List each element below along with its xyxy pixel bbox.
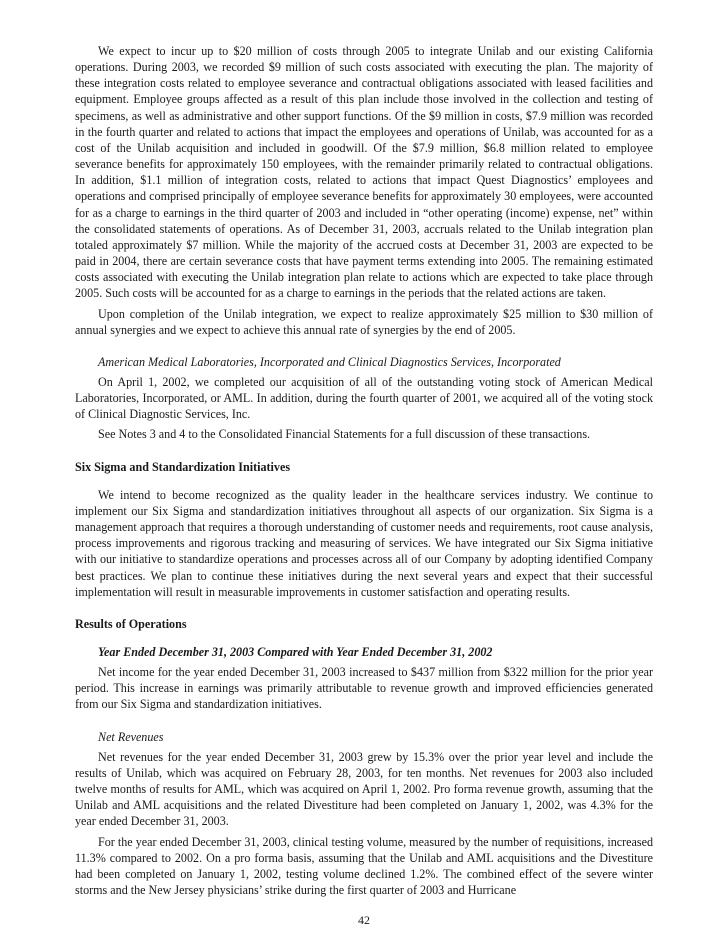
heading-six-sigma: Six Sigma and Standardization Initiatives — [75, 459, 291, 474]
subheading-aml: American Medical Laboratories, Incorporated and Clinical Diagnostics Services, Incorporated — [98, 354, 561, 369]
page-number: 42 — [358, 913, 370, 927]
paragraph-testing-volume: For the year ended December 31, 2003, clinical testing volume, measured by the number of requisitions, increased 11.3% compared to 2002. On a pro forma basis, assuming that the Unilab and AML acquisitions and the Divestiture had been completed on January 1, 2002, testing volume declined 1.2%. The combined effect of the severe winter storms and the New Jersey physicians’ strike during the first quarter of 2003 and Hurricane — [75, 834, 653, 898]
paragraph-net-revenues: Net revenues for the year ended December 31, 2003 grew by 15.3% over the prior year level and include the results of Unilab, which was acquired on February 28, 2003, for ten months. Net revenues for 2003 also included twelve months of results for AML, which was acquired on April 1, 2002. Pro forma revenue growth, assuming that the Unilab and AML acquisitions and the related Divestiture had been completed on January 1, 2002, was 4.3% for the year ended December 31, 2003. — [75, 749, 653, 829]
paragraph-integration-costs: We expect to incur up to $20 million of costs through 2005 to integrate Unilab and our existing California operations. During 2003, we recorded $9 million of such costs associated with executing the plan. The majority of these integration costs related to employee severance and contractual obligations associated with leased facilities and equipment. Employee groups affected as a result of this plan include those involved in the collection and testing of specimens, as well as administrative and other support functions. Of the $9 million in costs, $7.9 million was recorded in the fourth quarter and related to actions that impact the employees and operations of Unilab, was accounted for as a cost of the Unilab acquisition and included in goodwill. Of the $7.9 million, $6.8 million related to employee severance benefits for approximately 150 employees, with the remainder primarily related to contractual obligations. In addition, $1.1 million of integration costs, related to actions that impact Quest Diagnostics’ employees and operations and comprised principally of employee severance benefits for approximately 30 employees, were accounted for as a charge to earnings in the third quarter of 2003 and included in “other operating (income) expense, net” within the consolidated statements of operations. As of December 31, 2003, accruals related to the Unilab integration plan totaled approximately $7 million. While the majority of the accrued costs at December 31, 2003 are expected to be paid in 2004, there are certain severance costs that have payment terms extending into 2005. The remaining estimated costs associated with executing the Unilab integration plan relate to actions which are expected to take place through 2005. Such costs will be accounted for as a charge to earnings in the periods that the related actions are taken. — [75, 44, 653, 301]
heading-results-of-operations: Results of Operations — [75, 616, 187, 631]
paragraph-six-sigma: We intend to become recognized as the quality leader in the healthcare services industry. We continue to implement our Six Sigma and standardization initiatives throughout all aspects of our organization. Six Sigma is a management approach that requires a thorough understanding of customer needs and requirements, root cause analysis, process improvements and rigorous tracking and measuring of services. We have integrated our Six Sigma initiative with our initiative to standardize operations and processes across all of our Company by adopting identified Company best practices. We plan to continue these initiatives during the next several years and expect that their successful implementation will result in measurable improvements in customer satisfaction and operating results. — [75, 487, 653, 599]
paragraph-aml-acquisition: On April 1, 2002, we completed our acquisition of all of the outstanding voting stock of American Medical Laboratories, Incorporated, or AML. In addition, during the fourth quarter of 2001, we acquired all of the voting stock of Clinical Diagnostic Services, Inc. — [75, 374, 653, 422]
document-body — [75, 43, 653, 898]
subheading-net-revenues: Net Revenues — [98, 729, 164, 744]
paragraph-see-notes: See Notes 3 and 4 to the Consolidated Financial Statements for a full discussion of these transactions. — [98, 427, 591, 442]
paragraph-net-income: Net income for the year ended December 31, 2003 increased to $437 million from $322 million for the prior year period. This increase in earnings was primarily attributable to revenue growth and improved efficiencies generated from our Six Sigma and standardization initiatives. — [75, 665, 653, 712]
subheading-year-comparison: Year Ended December 31, 2003 Compared with Year Ended December 31, 2002 — [98, 645, 493, 659]
paragraph-synergies: Upon completion of the Unilab integration, we expect to realize approximately $25 million to $30 million of annual synergies and we expect to achieve this annual rate of synergies by the end of 2005. — [75, 306, 653, 337]
